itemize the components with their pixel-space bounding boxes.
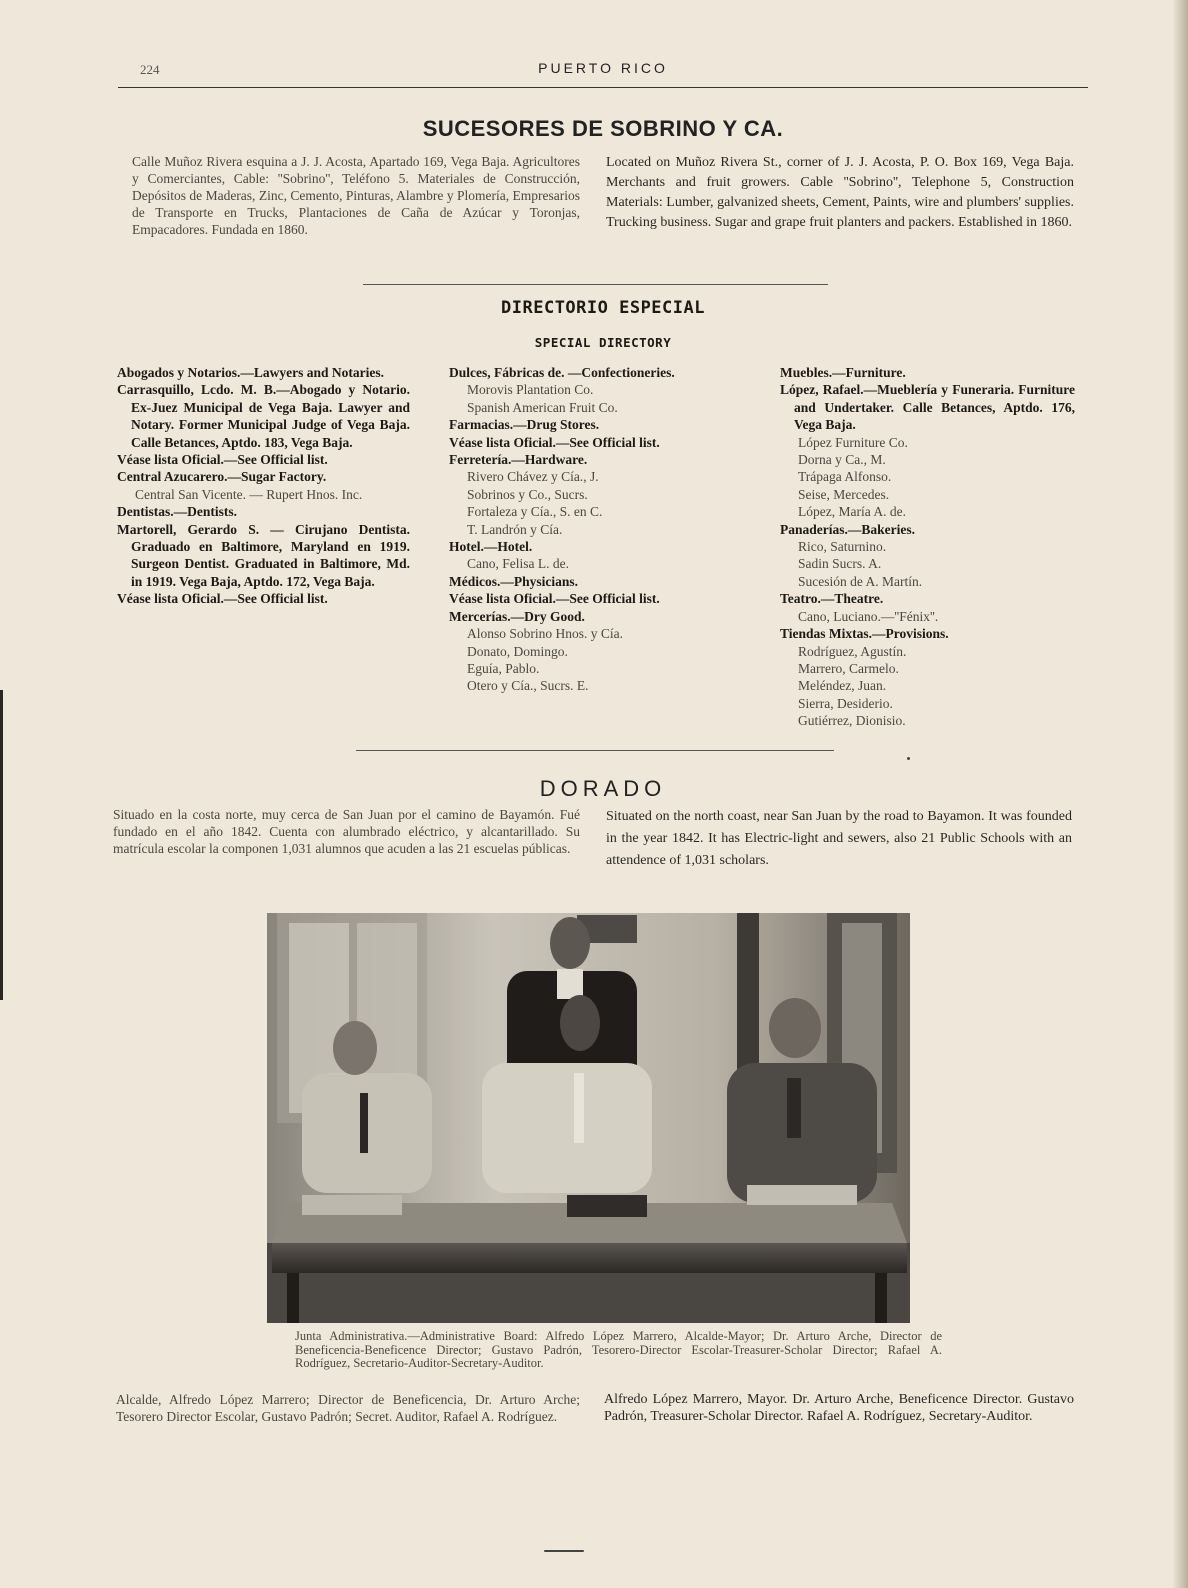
directory-name-entry: López, María A. de.	[798, 504, 906, 520]
scan-edge-mark	[0, 690, 3, 1000]
section-divider	[356, 750, 834, 751]
directory-name-entry: Cano, Luciano.—''Fénix''.	[798, 608, 939, 624]
directory-name-entry: López Furniture Co.	[798, 434, 908, 450]
directory-name-entry: Otero y Cía., Sucrs. E.	[467, 678, 589, 694]
directory-column-1	[117, 364, 410, 608]
directory-column-3	[780, 364, 1075, 730]
directory-heading-entry: Teatro.—Theatre.	[780, 591, 884, 607]
sobrino-english-text: Located on Muñoz Rivera St., corner of J. J. Acosta, P. O. Box 169, Vega Baja. Merchants and fruit growers. Cable ''Sobrino'', Telephone 5, Construction Materials: Lumber, galvanized sheets, Cement, Paints, wire and plumbers' supplies. Trucking business. Sugar and grape fruit planters and packers. Established in 1860.	[606, 155, 1074, 230]
dorado-title: DORADO	[539, 776, 667, 801]
running-title: PUERTO RICO	[538, 60, 668, 76]
directory-name-entry: Marrero, Carmelo.	[798, 660, 899, 676]
directory-heading-entry: Martorell, Gerardo S. — Cirujano Dentista. Graduado en Baltimore, Maryland en 1919. Surgeon Dentist. Graduated in Baltimore, Md. in 1919. Vega Baja, Aptdo. 172, Vega Baja.	[117, 521, 410, 589]
directory-name-entry: Dorna y Ca., M.	[798, 452, 886, 468]
directory-heading-entry: Médicos.—Physicians.	[449, 573, 579, 589]
dorado-officials-spanish: Alcalde, Alfredo López Marrero; Director de Beneficencia, Dr. Arturo Arche; Tesorero Director Escolar, Gustavo Padrón; Secret. Auditor, Rafael A. Rodríguez.	[116, 1392, 580, 1424]
directory-name-entry: Sobrinos y Co., Sucrs.	[467, 486, 588, 502]
directory-heading-entry: Dentistas.—Dentists.	[117, 504, 237, 520]
page-header	[118, 58, 1088, 80]
directory-name-entry: Eguía, Pablo.	[467, 660, 540, 676]
directory-heading-entry: Véase lista Oficial.—See Official list.	[449, 591, 660, 607]
directory-name-entry: Seise, Mercedes.	[798, 486, 890, 502]
directory-heading-entry: Tiendas Mixtas.—Provisions.	[780, 626, 949, 642]
directory-name-entry: Rico, Saturnino.	[798, 539, 887, 555]
directory-name-entry: T. Landrón y Cía.	[467, 521, 563, 537]
directory-heading-entry: Muebles.—Furniture.	[780, 365, 906, 380]
photo-caption: Junta Administrativa.—Administrative Board: Alfredo López Marrero, Alcalde-Mayor; Dr. Arturo Arche, Director de Beneficencia-Beneficence Director; Gustavo Padrón, Tesorero-Director Escolar-Treasurer-Scholar Director; Rafael A. Rodríguez, Secretario-Auditor-Secretary-Auditor.	[295, 1329, 942, 1371]
directory-heading-entry: Carrasquillo, Lcdo. M. B.—Abogado y Notario. Ex-Juez Municipal de Vega Baja. Lawyer and Notary. Former Municipal Judge of Vega Baja. Calle Betances, Aptdo. 183, Vega Baja.	[117, 382, 410, 450]
directory-name-entry: Trápaga Alfonso.	[798, 469, 892, 485]
directory-heading-entry: Véase lista Oficial.—See Official list.	[117, 452, 328, 468]
directory-heading-entry: Mercerías.—Dry Good.	[449, 608, 585, 624]
directory-heading-entry: Hotel.—Hotel.	[449, 539, 533, 555]
dorado-english-text: Situated on the north coast, near San Juan by the road to Bayamon. It was founded in the year 1842. It has Electric-light and sewers, also 21 Public Schools with an attendence of 1,031 scholars.	[606, 809, 1072, 868]
sobrino-title: SUCESORES DE SOBRINO Y CA.	[422, 116, 784, 141]
directory-subtitle: SPECIAL DIRECTORY	[534, 335, 672, 350]
print-speck	[907, 757, 910, 760]
directory-heading-entry: López, Rafael.—Mueblería y Funeraria. Furniture and Undertaker. Calle Betances, Aptdo. 176, Vega Baja.	[780, 382, 1075, 433]
directory-name-entry: Alonso Sobrino Hnos. y Cía.	[467, 626, 624, 642]
directory-name-entry: Cano, Felisa L. de.	[467, 556, 569, 572]
board-photograph	[267, 913, 910, 1323]
directory-name-entry: Sucesión de A. Martín.	[798, 573, 923, 589]
directory-name-entry: Rivero Chávez y Cía., J.	[467, 469, 599, 485]
directory-name-entry: Rodríguez, Agustín.	[798, 643, 907, 659]
directory-heading-entry: Dulces, Fábricas de. —Confectioneries.	[449, 365, 675, 380]
directory-name-entry: Sadin Sucrs. A.	[798, 556, 882, 572]
directory-name-entry: Sierra, Desiderio.	[798, 695, 893, 711]
directory-name-entry: Meléndez, Juan.	[798, 678, 887, 694]
directory-heading-entry: Véase lista Oficial.—See Official list.	[449, 434, 660, 450]
print-speck	[544, 1550, 584, 1552]
directory-heading-entry: Farmacias.—Drug Stores.	[449, 417, 600, 433]
directory-column-2	[449, 364, 742, 695]
directory-heading-entry: Panaderías.—Bakeries.	[780, 521, 915, 537]
directory-heading-entry: Central Azucarero.—Sugar Factory.	[117, 469, 327, 485]
dorado-spanish-text: Situado en la costa norte, muy cerca de San Juan por el camino de Bayamón. Fué fundado en el año 1842. Cuenta con alumbrado eléctrico, y alcantarillado. Su matrícula escolar la componen 1,031 alumnos que acuden a las 21 escuelas públicas.	[113, 807, 580, 856]
sobrino-spanish-text: Calle Muñoz Rivera esquina a J. J. Acosta, Apartado 169, Vega Baja. Agricultores y Comerciantes, Cable: ''Sobrino'', Teléfono 5. Materiales de Construcción, Depósitos de Maderas, Zinc, Cemento, Pinturas, Alambre y Plomería, Empresarios de Transporte en Trucks, Plantaciones de Caña de Azúcar y Toronjas, Empacadores. Fundada en 1860.	[132, 154, 580, 237]
page-number: 224	[140, 62, 160, 77]
directory-heading-entry: Ferretería.—Hardware.	[449, 452, 588, 468]
directory-title: DIRECTORIO ESPECIAL	[501, 298, 705, 318]
page-edge-shadow	[1172, 0, 1188, 1588]
directory-heading-entry: Abogados y Notarios.—Lawyers and Notaries.	[117, 365, 385, 380]
directory-name-entry: Central San Vicente. — Rupert Hnos. Inc.	[135, 486, 363, 502]
directory-name-entry: Spanish American Fruit Co.	[467, 399, 618, 415]
directory-name-entry: Morovis Plantation Co.	[467, 382, 594, 398]
directory-name-entry: Donato, Domingo.	[467, 643, 568, 659]
directory-name-entry: Gutiérrez, Dionisio.	[798, 713, 906, 729]
header-rule	[118, 87, 1088, 88]
dorado-officials-english: Alfredo López Marrero, Mayor. Dr. Arturo Arche, Beneficence Director. Gustavo Padrón, Treasurer-Scholar Director. Rafael A. Rodríguez, Secretary-Auditor.	[604, 1392, 1074, 1424]
section-divider	[363, 284, 828, 285]
directory-heading-entry: Véase lista Oficial.—See Official list.	[117, 591, 328, 607]
directory-name-entry: Fortaleza y Cía., S. en C.	[467, 504, 603, 520]
